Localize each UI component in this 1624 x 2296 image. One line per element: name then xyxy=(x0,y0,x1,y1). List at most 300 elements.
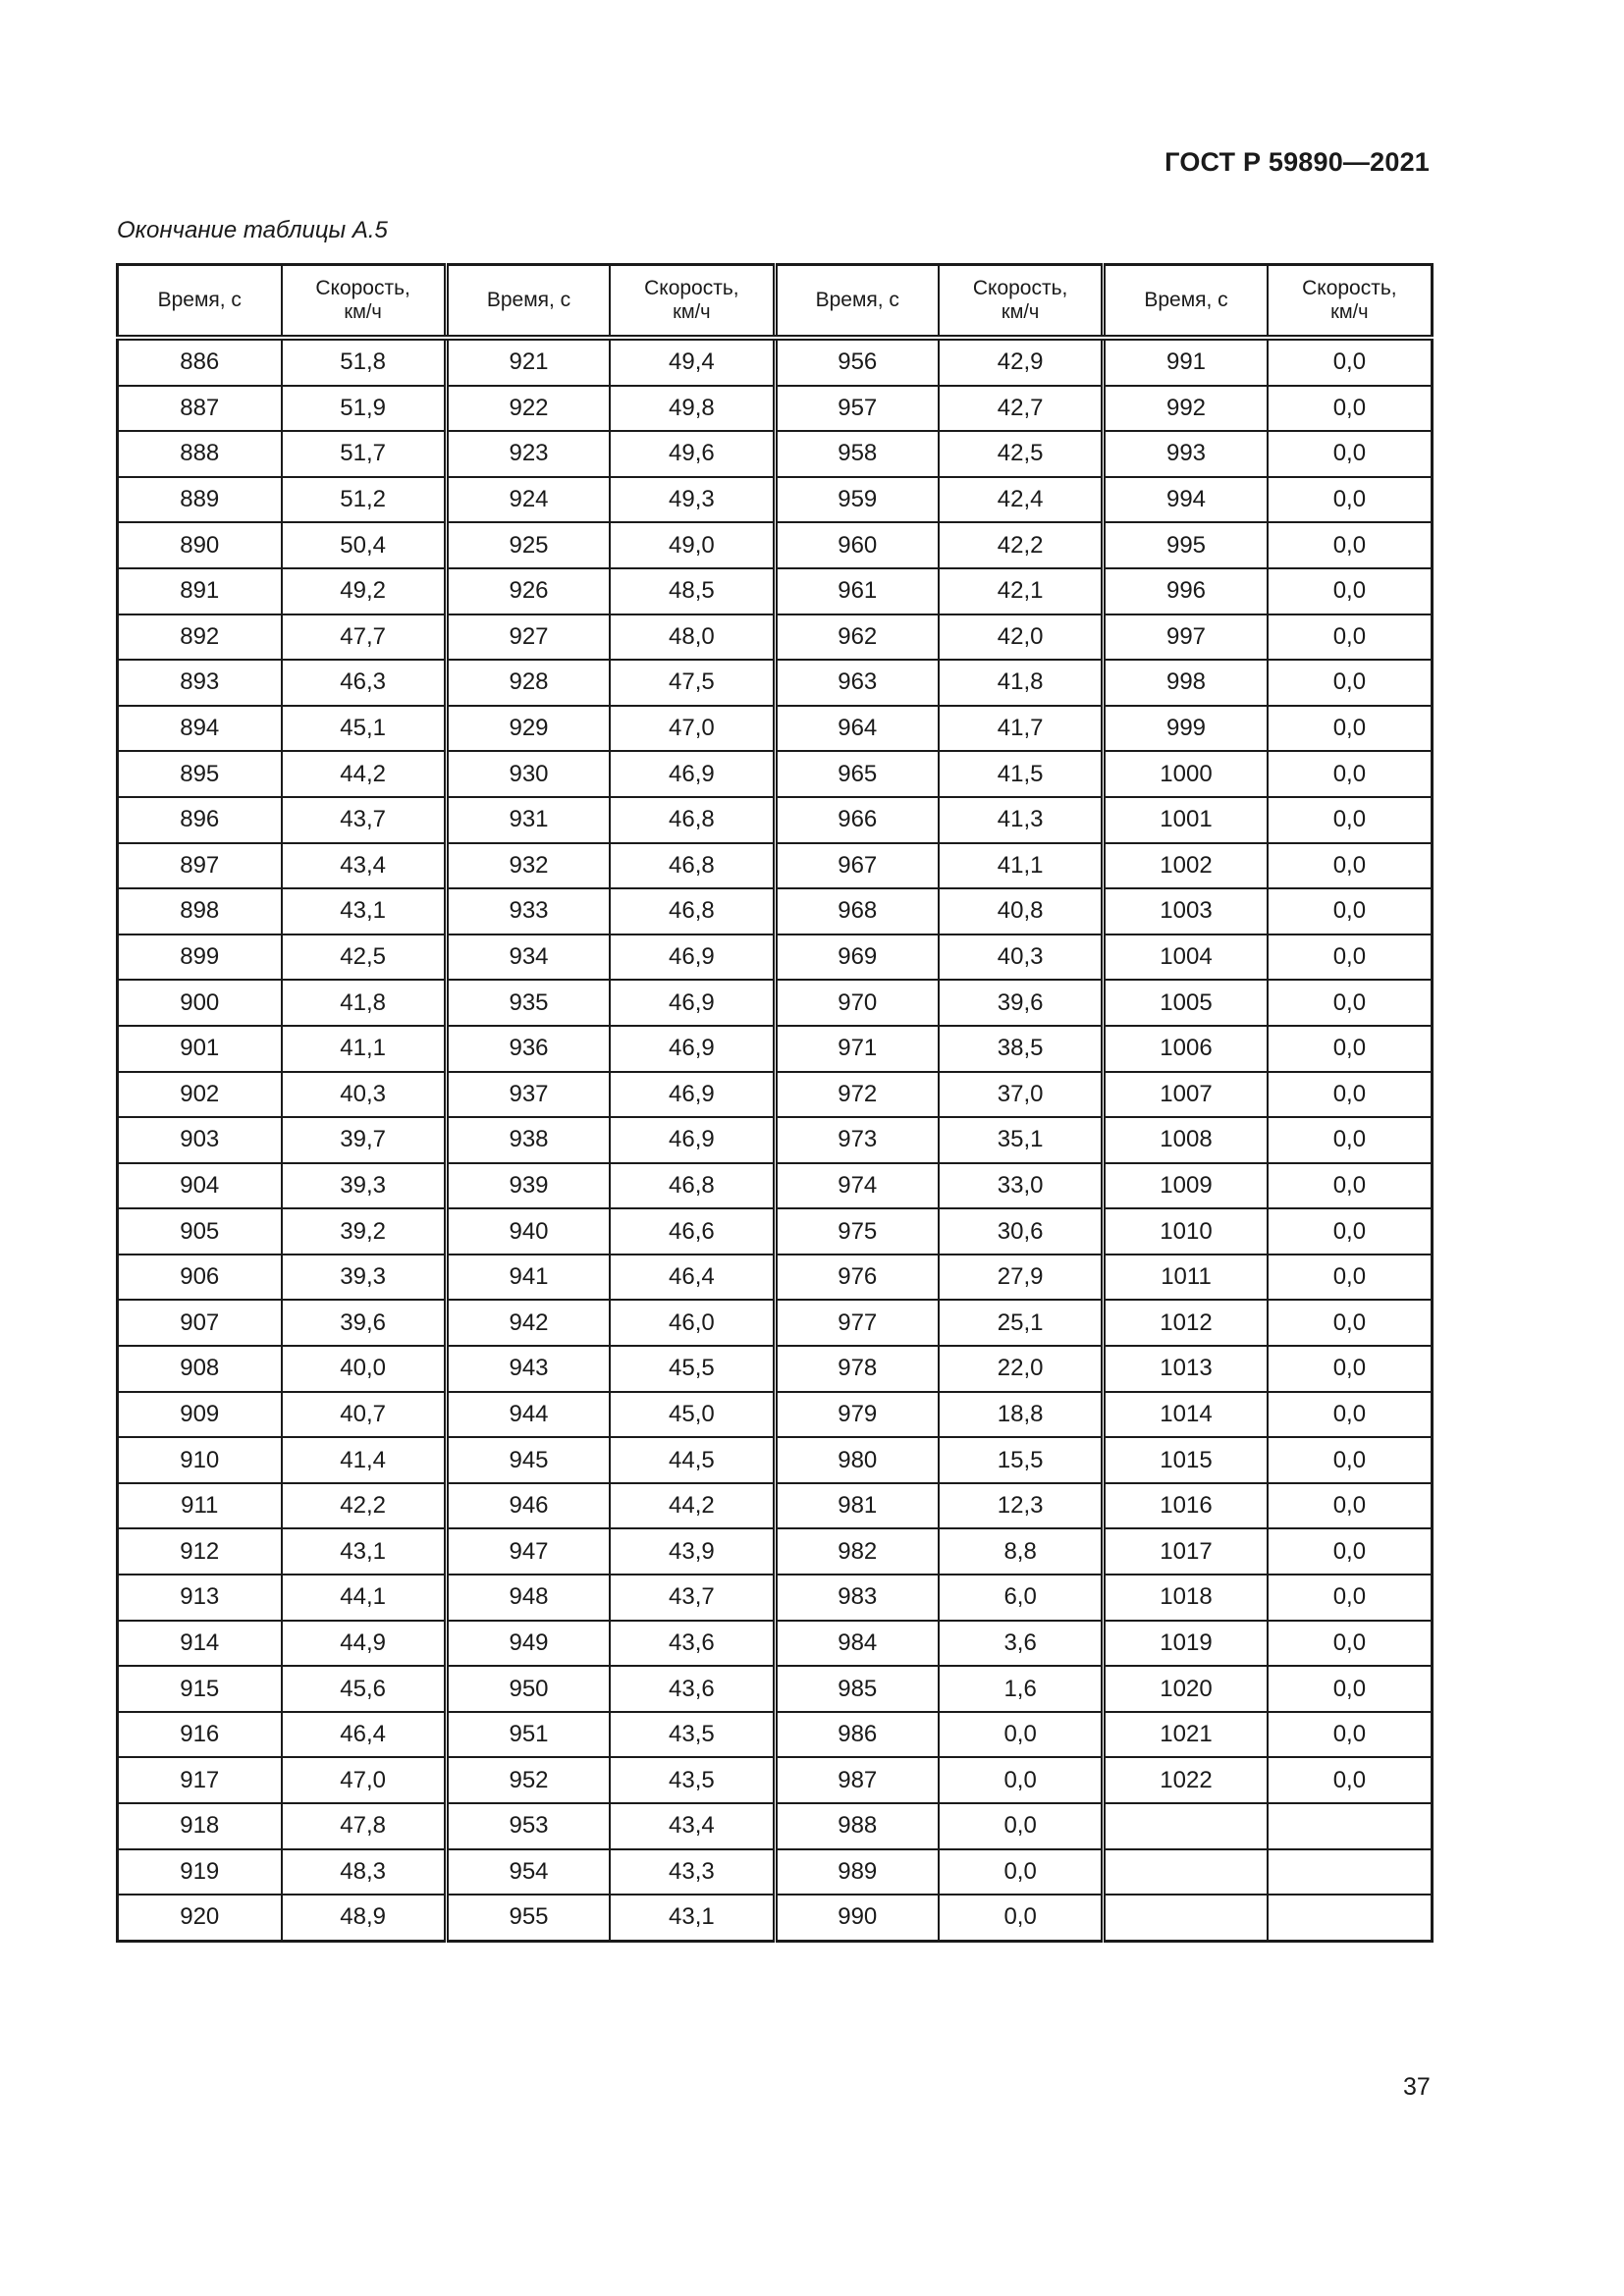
time-cell: 899 xyxy=(118,934,282,981)
speed-cell: 25,1 xyxy=(939,1300,1104,1346)
time-cell: 1006 xyxy=(1104,1026,1268,1072)
speed-cell: 0,0 xyxy=(1268,1528,1433,1575)
time-cell: 996 xyxy=(1104,568,1268,614)
time-cell: 949 xyxy=(446,1621,610,1667)
time-cell: 1018 xyxy=(1104,1575,1268,1621)
table-row xyxy=(118,660,1433,706)
time-cell: 997 xyxy=(1104,614,1268,661)
speed-cell: 42,5 xyxy=(282,934,447,981)
time-cell: 1013 xyxy=(1104,1346,1268,1392)
speed-cell: 45,1 xyxy=(282,706,447,752)
table-row xyxy=(118,1712,1433,1758)
time-cell: 956 xyxy=(775,338,939,386)
time-cell: 1002 xyxy=(1104,843,1268,889)
speed-cell: 0,0 xyxy=(1268,1072,1433,1118)
column-header-label: Время, с xyxy=(486,289,571,311)
speed-cell: 48,9 xyxy=(282,1895,447,1941)
table-row xyxy=(118,934,1433,981)
time-cell: 960 xyxy=(775,522,939,568)
time-cell: 918 xyxy=(118,1803,282,1849)
speed-cell: 49,6 xyxy=(610,431,775,477)
speed-cell: 39,3 xyxy=(282,1163,447,1209)
speed-cell: 39,2 xyxy=(282,1208,447,1255)
time-cell: 1001 xyxy=(1104,797,1268,843)
time-cell: 1000 xyxy=(1104,751,1268,797)
time-cell: 932 xyxy=(446,843,610,889)
table-row xyxy=(118,1117,1433,1163)
time-cell: 977 xyxy=(775,1300,939,1346)
speed-cell: 8,8 xyxy=(939,1528,1104,1575)
time-cell: 889 xyxy=(118,477,282,523)
speed-cell: 39,6 xyxy=(939,980,1104,1026)
time-cell: 921 xyxy=(446,338,610,386)
time-cell: 999 xyxy=(1104,706,1268,752)
time-cell: 935 xyxy=(446,980,610,1026)
speed-cell: 43,3 xyxy=(610,1849,775,1896)
time-cell: 944 xyxy=(446,1392,610,1438)
time-cell: 1004 xyxy=(1104,934,1268,981)
time-cell: 913 xyxy=(118,1575,282,1621)
time-cell: 964 xyxy=(775,706,939,752)
time-cell: 957 xyxy=(775,386,939,432)
table-body xyxy=(118,338,1433,1941)
speed-cell: 43,1 xyxy=(610,1895,775,1941)
column-header-speed xyxy=(939,265,1104,339)
speed-cell: 0,0 xyxy=(1268,1621,1433,1667)
speed-cell: 0,0 xyxy=(1268,338,1433,386)
speed-cell: 0,0 xyxy=(939,1895,1104,1941)
time-cell: 920 xyxy=(118,1895,282,1941)
table-row xyxy=(118,1255,1433,1301)
table-row xyxy=(118,1026,1433,1072)
speed-cell: 40,3 xyxy=(939,934,1104,981)
time-cell: 1011 xyxy=(1104,1255,1268,1301)
time-cell: 927 xyxy=(446,614,610,661)
time-cell: 890 xyxy=(118,522,282,568)
time-cell: 982 xyxy=(775,1528,939,1575)
speed-cell: 48,0 xyxy=(610,614,775,661)
speed-cell: 43,9 xyxy=(610,1528,775,1575)
speed-cell: 47,0 xyxy=(282,1757,447,1803)
time-cell: 976 xyxy=(775,1255,939,1301)
speed-cell: 41,5 xyxy=(939,751,1104,797)
time-cell: 933 xyxy=(446,888,610,934)
speed-cell: 0,0 xyxy=(1268,934,1433,981)
speed-cell: 49,8 xyxy=(610,386,775,432)
speed-cell: 39,3 xyxy=(282,1255,447,1301)
time-cell: 983 xyxy=(775,1575,939,1621)
speed-cell: 44,5 xyxy=(610,1437,775,1483)
speed-cell: 51,8 xyxy=(282,338,447,386)
time-cell: 988 xyxy=(775,1803,939,1849)
speed-cell: 48,3 xyxy=(282,1849,447,1896)
column-header-unit: км/ч xyxy=(673,301,711,323)
speed-cell: 0,0 xyxy=(1268,477,1433,523)
time-cell xyxy=(1104,1895,1268,1941)
column-header-label: Скорость, xyxy=(315,277,410,299)
speed-cell: 0,0 xyxy=(1268,980,1433,1026)
speed-cell: 46,3 xyxy=(282,660,447,706)
time-cell: 891 xyxy=(118,568,282,614)
speed-cell: 49,2 xyxy=(282,568,447,614)
table-row xyxy=(118,1072,1433,1118)
table-row xyxy=(118,338,1433,386)
speed-cell: 41,1 xyxy=(282,1026,447,1072)
speed-cell: 48,5 xyxy=(610,568,775,614)
time-cell: 917 xyxy=(118,1757,282,1803)
table-row xyxy=(118,797,1433,843)
time-cell: 992 xyxy=(1104,386,1268,432)
speed-cell: 43,7 xyxy=(282,797,447,843)
time-cell: 941 xyxy=(446,1255,610,1301)
speed-cell: 0,0 xyxy=(1268,1483,1433,1529)
speed-cell: 0,0 xyxy=(1268,614,1433,661)
time-cell: 945 xyxy=(446,1437,610,1483)
time-cell: 970 xyxy=(775,980,939,1026)
table-row xyxy=(118,1346,1433,1392)
time-cell: 893 xyxy=(118,660,282,706)
speed-cell: 0,0 xyxy=(1268,522,1433,568)
speed-cell: 43,1 xyxy=(282,1528,447,1575)
speed-cell: 44,9 xyxy=(282,1621,447,1667)
time-cell: 963 xyxy=(775,660,939,706)
time-cell: 967 xyxy=(775,843,939,889)
time-cell: 1010 xyxy=(1104,1208,1268,1255)
speed-cell: 46,4 xyxy=(610,1255,775,1301)
time-cell: 926 xyxy=(446,568,610,614)
time-cell: 912 xyxy=(118,1528,282,1575)
speed-cell: 46,9 xyxy=(610,980,775,1026)
time-cell: 969 xyxy=(775,934,939,981)
time-cell: 943 xyxy=(446,1346,610,1392)
table-row xyxy=(118,1208,1433,1255)
speed-cell: 44,2 xyxy=(282,751,447,797)
speed-cell: 0,0 xyxy=(1268,1255,1433,1301)
time-cell: 1005 xyxy=(1104,980,1268,1026)
time-cell: 979 xyxy=(775,1392,939,1438)
table-row xyxy=(118,1849,1433,1896)
column-header-label: Время, с xyxy=(157,289,242,311)
speed-cell: 41,4 xyxy=(282,1437,447,1483)
time-cell: 919 xyxy=(118,1849,282,1896)
time-cell: 922 xyxy=(446,386,610,432)
time-cell: 990 xyxy=(775,1895,939,1941)
speed-cell: 42,0 xyxy=(939,614,1104,661)
time-cell: 962 xyxy=(775,614,939,661)
table-row xyxy=(118,1575,1433,1621)
time-cell: 1009 xyxy=(1104,1163,1268,1209)
speed-cell: 46,8 xyxy=(610,797,775,843)
column-header-label: Время, с xyxy=(1144,289,1228,311)
time-cell: 947 xyxy=(446,1528,610,1575)
column-header-label: Скорость, xyxy=(644,277,739,299)
speed-cell: 47,8 xyxy=(282,1803,447,1849)
time-cell: 931 xyxy=(446,797,610,843)
table-row xyxy=(118,843,1433,889)
speed-cell: 0,0 xyxy=(1268,1757,1433,1803)
speed-cell: 46,9 xyxy=(610,934,775,981)
time-cell: 907 xyxy=(118,1300,282,1346)
time-cell: 1003 xyxy=(1104,888,1268,934)
speed-cell: 51,9 xyxy=(282,386,447,432)
time-cell: 929 xyxy=(446,706,610,752)
column-header-speed xyxy=(282,265,447,339)
time-cell: 980 xyxy=(775,1437,939,1483)
speed-cell: 0,0 xyxy=(1268,386,1433,432)
time-cell: 892 xyxy=(118,614,282,661)
time-cell: 897 xyxy=(118,843,282,889)
speed-cell: 0,0 xyxy=(1268,1575,1433,1621)
time-cell: 887 xyxy=(118,386,282,432)
speed-cell: 42,9 xyxy=(939,338,1104,386)
table-row xyxy=(118,614,1433,661)
table-row xyxy=(118,1528,1433,1575)
time-cell: 894 xyxy=(118,706,282,752)
time-cell: 1021 xyxy=(1104,1712,1268,1758)
speed-cell: 1,6 xyxy=(939,1666,1104,1712)
speed-cell: 12,3 xyxy=(939,1483,1104,1529)
speed-cell: 49,3 xyxy=(610,477,775,523)
time-cell: 989 xyxy=(775,1849,939,1896)
speed-cell: 45,5 xyxy=(610,1346,775,1392)
table-row xyxy=(118,1300,1433,1346)
speed-cell: 0,0 xyxy=(1268,1346,1433,1392)
time-cell: 968 xyxy=(775,888,939,934)
speed-cell: 30,6 xyxy=(939,1208,1104,1255)
column-header-time xyxy=(1104,265,1268,339)
speed-cell: 0,0 xyxy=(1268,1392,1433,1438)
time-cell: 1015 xyxy=(1104,1437,1268,1483)
table-row xyxy=(118,980,1433,1026)
speed-cell: 51,7 xyxy=(282,431,447,477)
speed-cell: 44,2 xyxy=(610,1483,775,1529)
table-row xyxy=(118,1666,1433,1712)
speed-cell: 41,7 xyxy=(939,706,1104,752)
table-row xyxy=(118,1621,1433,1667)
time-cell: 938 xyxy=(446,1117,610,1163)
time-cell: 995 xyxy=(1104,522,1268,568)
time-cell: 909 xyxy=(118,1392,282,1438)
speed-cell: 41,1 xyxy=(939,843,1104,889)
time-cell: 923 xyxy=(446,431,610,477)
speed-cell xyxy=(1268,1803,1433,1849)
speed-cell: 0,0 xyxy=(939,1849,1104,1896)
speed-cell: 44,1 xyxy=(282,1575,447,1621)
time-cell: 975 xyxy=(775,1208,939,1255)
time-cell: 1017 xyxy=(1104,1528,1268,1575)
speed-cell: 40,3 xyxy=(282,1072,447,1118)
speed-cell: 42,2 xyxy=(282,1483,447,1529)
time-cell: 901 xyxy=(118,1026,282,1072)
speed-cell: 18,8 xyxy=(939,1392,1104,1438)
speed-cell: 38,5 xyxy=(939,1026,1104,1072)
time-cell: 972 xyxy=(775,1072,939,1118)
speed-cell: 45,6 xyxy=(282,1666,447,1712)
time-cell: 952 xyxy=(446,1757,610,1803)
speed-cell: 43,4 xyxy=(282,843,447,889)
speed-cell: 0,0 xyxy=(1268,843,1433,889)
time-cell: 924 xyxy=(446,477,610,523)
time-cell: 896 xyxy=(118,797,282,843)
table-row xyxy=(118,1392,1433,1438)
speed-cell: 0,0 xyxy=(1268,751,1433,797)
speed-cell: 46,6 xyxy=(610,1208,775,1255)
speed-cell: 0,0 xyxy=(1268,1117,1433,1163)
time-cell: 915 xyxy=(118,1666,282,1712)
speed-cell: 46,9 xyxy=(610,1026,775,1072)
speed-cell: 43,6 xyxy=(610,1666,775,1712)
document-code: ГОСТ Р 59890—2021 xyxy=(1164,147,1430,177)
speed-cell: 0,0 xyxy=(1268,1712,1433,1758)
time-cell: 942 xyxy=(446,1300,610,1346)
column-header-unit: км/ч xyxy=(344,301,382,323)
time-cell: 985 xyxy=(775,1666,939,1712)
speed-cell: 0,0 xyxy=(1268,888,1433,934)
time-cell: 1019 xyxy=(1104,1621,1268,1667)
time-cell: 950 xyxy=(446,1666,610,1712)
speed-cell: 0,0 xyxy=(1268,1163,1433,1209)
speed-cell: 40,0 xyxy=(282,1346,447,1392)
table-row xyxy=(118,1895,1433,1941)
speed-cell: 49,0 xyxy=(610,522,775,568)
time-cell: 1020 xyxy=(1104,1666,1268,1712)
time-cell: 951 xyxy=(446,1712,610,1758)
time-cell: 993 xyxy=(1104,431,1268,477)
speed-cell: 43,1 xyxy=(282,888,447,934)
time-cell: 911 xyxy=(118,1483,282,1529)
speed-cell: 43,4 xyxy=(610,1803,775,1849)
speed-cell: 15,5 xyxy=(939,1437,1104,1483)
speed-cell: 42,7 xyxy=(939,386,1104,432)
speed-cell: 41,8 xyxy=(939,660,1104,706)
time-cell: 928 xyxy=(446,660,610,706)
speed-cell: 43,6 xyxy=(610,1621,775,1667)
speed-cell: 46,8 xyxy=(610,1163,775,1209)
time-cell: 973 xyxy=(775,1117,939,1163)
time-cell: 937 xyxy=(446,1072,610,1118)
speed-cell: 46,0 xyxy=(610,1300,775,1346)
speed-cell: 0,0 xyxy=(1268,431,1433,477)
speed-cell: 43,7 xyxy=(610,1575,775,1621)
speed-cell: 46,4 xyxy=(282,1712,447,1758)
table-row xyxy=(118,751,1433,797)
time-cell: 981 xyxy=(775,1483,939,1529)
column-header-time xyxy=(775,265,939,339)
time-cell: 934 xyxy=(446,934,610,981)
time-cell: 905 xyxy=(118,1208,282,1255)
time-cell: 903 xyxy=(118,1117,282,1163)
time-cell: 1012 xyxy=(1104,1300,1268,1346)
time-cell: 1008 xyxy=(1104,1117,1268,1163)
time-cell: 994 xyxy=(1104,477,1268,523)
time-cell: 936 xyxy=(446,1026,610,1072)
table-header-row xyxy=(118,265,1433,339)
table-row xyxy=(118,1483,1433,1529)
speed-cell: 46,9 xyxy=(610,1072,775,1118)
speed-cell xyxy=(1268,1895,1433,1941)
time-cell: 1016 xyxy=(1104,1483,1268,1529)
time-cell: 974 xyxy=(775,1163,939,1209)
speed-cell: 0,0 xyxy=(1268,1437,1433,1483)
column-header-unit: км/ч xyxy=(1330,301,1369,323)
speed-cell: 41,3 xyxy=(939,797,1104,843)
time-cell: 991 xyxy=(1104,338,1268,386)
table-row xyxy=(118,1163,1433,1209)
speed-cell: 3,6 xyxy=(939,1621,1104,1667)
table-row xyxy=(118,1803,1433,1849)
speed-cell: 0,0 xyxy=(939,1757,1104,1803)
speed-cell: 40,7 xyxy=(282,1392,447,1438)
time-cell: 978 xyxy=(775,1346,939,1392)
time-cell: 1022 xyxy=(1104,1757,1268,1803)
column-header-speed xyxy=(1268,265,1433,339)
speed-cell: 45,0 xyxy=(610,1392,775,1438)
speed-cell: 0,0 xyxy=(1268,1666,1433,1712)
time-cell: 953 xyxy=(446,1803,610,1849)
speed-cell: 42,2 xyxy=(939,522,1104,568)
speed-cell: 49,4 xyxy=(610,338,775,386)
table-row xyxy=(118,1757,1433,1803)
speed-cell: 50,4 xyxy=(282,522,447,568)
speed-cell: 47,5 xyxy=(610,660,775,706)
speed-cell: 40,8 xyxy=(939,888,1104,934)
time-cell: 916 xyxy=(118,1712,282,1758)
time-cell: 998 xyxy=(1104,660,1268,706)
time-cell: 900 xyxy=(118,980,282,1026)
time-cell: 1014 xyxy=(1104,1392,1268,1438)
time-cell: 888 xyxy=(118,431,282,477)
speed-cell: 0,0 xyxy=(1268,1300,1433,1346)
speed-cell: 27,9 xyxy=(939,1255,1104,1301)
time-cell: 902 xyxy=(118,1072,282,1118)
speed-cell: 22,0 xyxy=(939,1346,1104,1392)
column-header-speed xyxy=(610,265,775,339)
speed-cell: 46,8 xyxy=(610,843,775,889)
speed-cell: 39,6 xyxy=(282,1300,447,1346)
speed-cell: 43,5 xyxy=(610,1757,775,1803)
speed-cell: 42,4 xyxy=(939,477,1104,523)
speed-cell: 39,7 xyxy=(282,1117,447,1163)
time-cell: 959 xyxy=(775,477,939,523)
speed-cell: 46,9 xyxy=(610,1117,775,1163)
time-cell: 886 xyxy=(118,338,282,386)
time-cell: 987 xyxy=(775,1757,939,1803)
table-row xyxy=(118,431,1433,477)
time-cell: 914 xyxy=(118,1621,282,1667)
column-header-label: Скорость, xyxy=(972,277,1068,299)
column-header-label: Время, с xyxy=(815,289,899,311)
time-cell: 948 xyxy=(446,1575,610,1621)
table-row xyxy=(118,522,1433,568)
table-row xyxy=(118,568,1433,614)
time-cell: 971 xyxy=(775,1026,939,1072)
time-cell: 898 xyxy=(118,888,282,934)
speed-cell: 42,5 xyxy=(939,431,1104,477)
speed-cell: 46,8 xyxy=(610,888,775,934)
speed-cell: 0,0 xyxy=(1268,660,1433,706)
speed-cell: 0,0 xyxy=(1268,706,1433,752)
speed-cell: 37,0 xyxy=(939,1072,1104,1118)
speed-cell: 47,7 xyxy=(282,614,447,661)
table-row xyxy=(118,1437,1433,1483)
time-cell xyxy=(1104,1803,1268,1849)
time-cell: 965 xyxy=(775,751,939,797)
speed-cell xyxy=(1268,1849,1433,1896)
speed-cell: 33,0 xyxy=(939,1163,1104,1209)
time-cell: 984 xyxy=(775,1621,939,1667)
time-cell: 895 xyxy=(118,751,282,797)
time-cell: 961 xyxy=(775,568,939,614)
